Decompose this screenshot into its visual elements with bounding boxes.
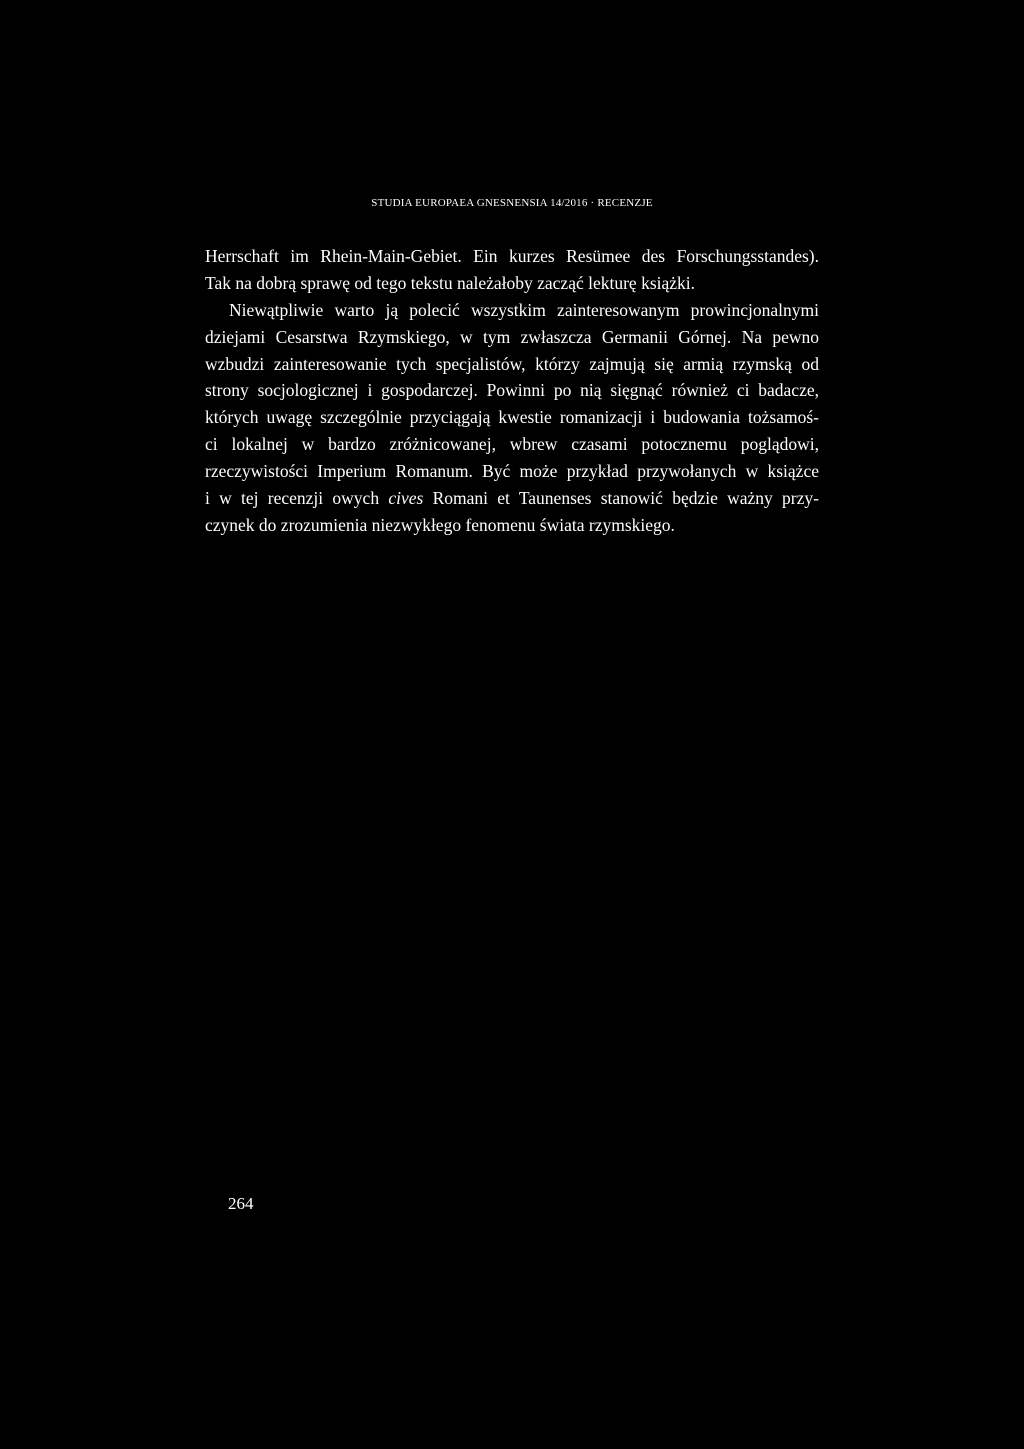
text-line: czynek do zrozumienia niezwykłego fenomenu świata rzymskiego. [205, 514, 675, 535]
text-line: których uwagę szczególnie przyciągają kwestie romanizacji i budowania tożsamoś- [205, 407, 819, 428]
text-segment: i w tej recenzji owych [205, 488, 389, 509]
text-line: Tak na dobrą sprawę od tego tekstu należałoby zacząć lekturę książki. [205, 272, 696, 293]
running-header: STUDIA EUROPAEA GNESNENSIA 14/2016 · RECENZJE [371, 197, 653, 209]
text-segment: Romani et Taunenses stanowić będzie ważny przy- [423, 488, 819, 509]
text-line: Herrschaft im Rhein-Main-Gebiet. Ein kurzes Resümee des Forschungsstandes). [205, 246, 819, 266]
italic-word: cives [388, 488, 424, 509]
text-line: ci lokalnej w bardzo zróżnicowanej, wbrew czasami potocznemu poglądowi, [205, 434, 819, 455]
text-line: dziejami Cesarstwa Rzymskiego, w tym zwłaszcza Germanii Górnej. Na pewno [205, 326, 819, 347]
page-number: 264 [228, 1194, 254, 1213]
text-line: rzeczywistości Imperium Romanum. Być może przykład przywołanych w książce [205, 461, 819, 482]
text-line: Niewątpliwie warto ją polecić wszystkim zainteresowanym prowincjonalnymi [229, 299, 819, 320]
text-line: strony socjologicznej i gospodarczej. Powinni po nią sięgnąć również ci badacze, [205, 380, 819, 401]
text-line-with-italic [205, 485, 819, 512]
body-paragraphs [205, 243, 819, 539]
text-line: wzbudzi zainteresowanie tych specjalistów, którzy zajmują się armią rzymską od [205, 353, 819, 374]
